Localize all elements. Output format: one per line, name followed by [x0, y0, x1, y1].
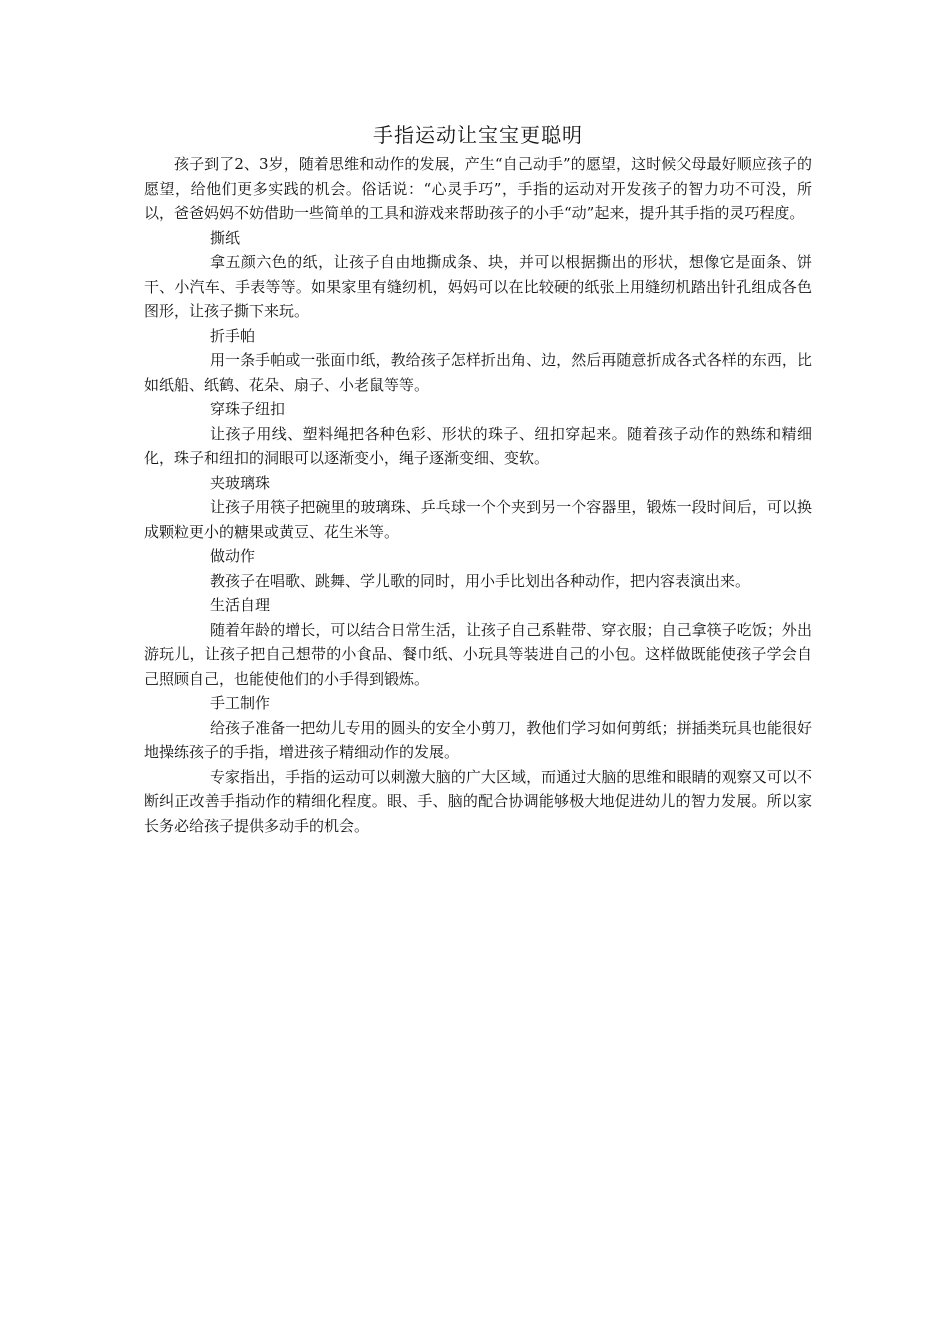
section-heading-string-beads: 穿珠子纽扣: [210, 400, 286, 418]
section-body-self-care: 随着年龄的增长，可以结合日常生活，让孩子自己系鞋带、穿衣服；自己拿筷子吃饭；外出游玩儿，让孩子把自己想带的小食品、餐巾纸、小玩具等装进自己的小包。这样做既能使孩子学会自己照顾自己，也能使他们的小手得到锻炼。: [144, 620, 812, 688]
section-body-pick-marbles: 让孩子用筷子把碗里的玻璃珠、乒乓球一个个夹到另一个容器里，锻炼一段时间后，可以换成颗粒更小的糖果或黄豆、花生米等。: [144, 498, 812, 541]
section-body-do-actions: 教孩子在唱歌、跳舞、学儿歌的同时，用小手比划出各种动作，把内容表演出来。: [210, 571, 751, 590]
intro-paragraph: 孩子到了2、3岁，随着思维和动作的发展，产生“自己动手”的愿望，这时候父母最好顺应孩子的愿望，给他们更多实践的机会。俗话说：“心灵手巧”，手指的运动对开发孩子的智力功不可没，所以，爸爸妈妈不妨借助一些简单的工具和游戏来帮助孩子的小手“动”起来，提升其手指的灵巧程度。: [144, 155, 812, 222]
section-heading-self-care: 生活自理: [210, 596, 271, 614]
document-title: 手指运动让宝宝更聪明: [373, 123, 583, 147]
section-heading-fold-handkerchief: 折手帕: [210, 326, 256, 345]
section-heading-pick-marbles: 夹玻璃珠: [210, 473, 271, 492]
section-body-fold-handkerchief: 用一条手帕或一张面巾纸，教给孩子怎样折出角、边，然后再随意折成各式各样的东西，比如纸船、纸鹤、花朵、扇子、小老鼠等等。: [144, 351, 812, 394]
section-body-string-beads: 让孩子用线、塑料绳把各种色彩、形状的珠子、纽扣穿起来。随着孩子动作的熟练和精细化，珠子和纽扣的洞眼可以逐渐变小，绳子逐渐变细、变软。: [144, 424, 812, 467]
section-heading-handcraft: 手工制作: [210, 694, 271, 712]
section-heading-tear-paper: 撕纸: [210, 228, 241, 247]
section-heading-do-actions: 做动作: [210, 547, 256, 565]
section-body-tear-paper: 拿五颜六色的纸，让孩子自由地撕成条、块，并可以根据撕出的形状，想像它是面条、饼干、小汽车、手表等等。如果家里有缝纫机，妈妈可以在比较硬的纸张上用缝纫机踏出针孔组成各色图形，让孩子撕下来玩。: [144, 253, 812, 320]
document-page: [144, 118, 812, 838]
section-body-handcraft: 给孩子准备一把幼儿专用的圆头的安全小剪刀，教他们学习如何剪纸；拼插类玩具也能很好地操练孩子的手指，增进孩子精细动作的发展。: [144, 718, 812, 761]
conclusion-paragraph: 专家指出，手指的运动可以刺激大脑的广大区域，而通过大脑的思维和眼睛的观察又可以不断纠正改善手指动作的精细化程度。眼、手、脑的配合协调能够极大地促进幼儿的智力发展。所以家长务必给孩子提供多动手的机会。: [144, 767, 812, 835]
